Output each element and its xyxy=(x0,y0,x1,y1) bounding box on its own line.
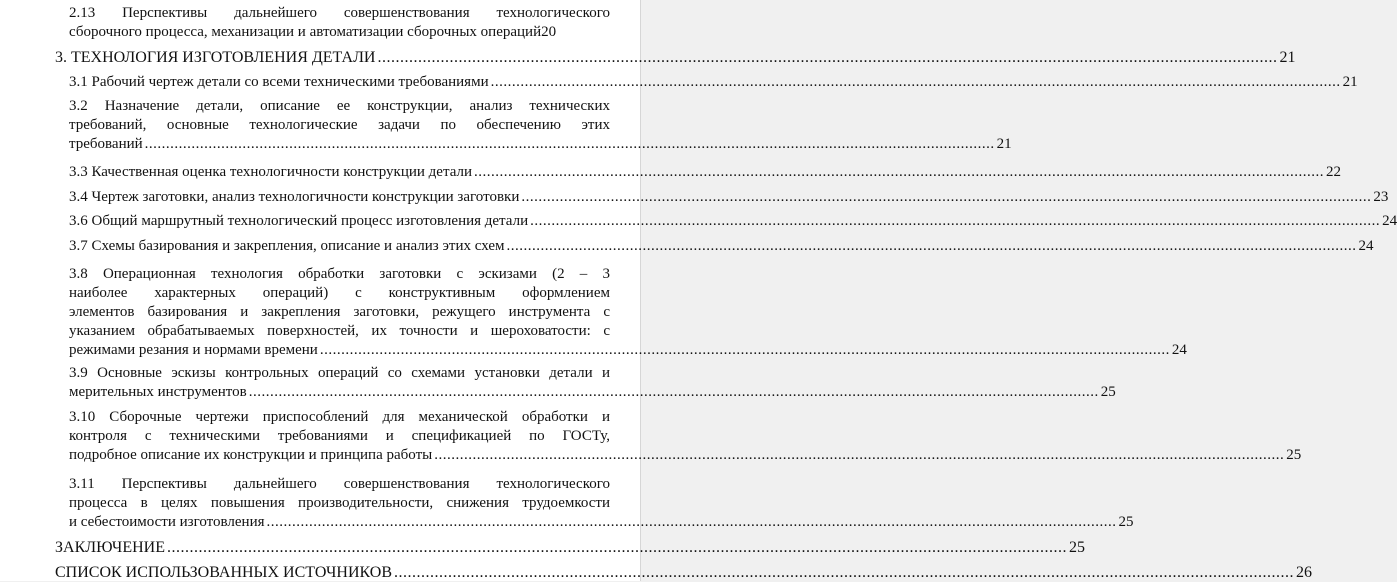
toc-entry-text-line: указанием обрабатываемых поверхностей, их точности и шероховатости: с xyxy=(69,323,610,339)
toc-leader-dots: ........................................................................................................................................................................................................ xyxy=(266,514,1117,530)
toc-entry-3-7 xyxy=(69,237,1374,256)
toc-entry-3-10 xyxy=(69,408,1302,465)
toc-entry-page: 25 xyxy=(1100,384,1116,400)
toc-entry-page: 21 xyxy=(1342,74,1358,90)
toc-entry-page: 20 xyxy=(541,24,557,40)
toc-entry-text-line: 2.13 Перспективы дальнейшего совершенствования технологического xyxy=(69,5,610,21)
toc-entry-3-9 xyxy=(69,364,1116,402)
toc-entry-text-line: 3.10 Сборочные чертежи приспособлений для механической обработки и xyxy=(69,409,610,425)
toc-leader-dots: ........................................................................................................................................................................................................ xyxy=(394,564,1295,581)
toc-entry-title: режимами резания и нормами времени xyxy=(69,342,318,358)
toc-entry-page: 26 xyxy=(1296,564,1313,581)
toc-entry-text-line: наиболее характерных операций) с конструктивным оформлением xyxy=(69,285,610,301)
toc-entry-3-2 xyxy=(69,97,1012,154)
toc-entry-3-1 xyxy=(69,73,1358,92)
toc-entry-title: сборочного процесса, механизации и автоматизации сборочных операций xyxy=(69,24,542,40)
toc-entry-page: 25 xyxy=(1068,539,1085,556)
toc-leader-dots: ........................................................................................................................................................................................................ xyxy=(144,136,995,152)
toc-entry-3-8 xyxy=(69,265,1187,360)
toc-entry-page: 24 xyxy=(1358,238,1374,254)
toc-entry-page: 24 xyxy=(1171,342,1187,358)
toc-entry-title: 3.1 Рабочий чертеж детали со всеми техническими требованиями xyxy=(69,74,489,90)
toc-entry-title: СПИСОК ИСПОЛЬЗОВАННЫХ ИСТОЧНИКОВ xyxy=(55,564,393,581)
toc-entry-text-line: 3.2 Назначение детали, описание ее конструкции, анализ технических xyxy=(69,98,610,114)
toc-entry-title: требований xyxy=(69,136,143,152)
toc-entry-title: 3.6 Общий маршрутный технологический процесс изготовления детали xyxy=(69,213,529,229)
toc-entry-page: 21 xyxy=(1279,49,1296,66)
toc-leader-dots: ........................................................................................................................................................................................................ xyxy=(530,213,1381,229)
toc-entry-page: 22 xyxy=(1326,164,1341,180)
toc-entry-title: 3.7 Схемы базирования и закрепления, описание и анализ этих схем xyxy=(69,238,505,254)
toc-entry-text-line: процесса в целях повышения производительности, снижения трудоемкости xyxy=(69,495,610,511)
toc-entry-page: 24 xyxy=(1382,213,1397,229)
toc-leader-dots: ........................................................................................................................................................................................................ xyxy=(521,189,1372,205)
toc-leader-dots: ........................................................................................................................................................................................................ xyxy=(166,539,1067,556)
toc-entry-text-line: требований, основные технологические задачи по обеспечению этих xyxy=(69,117,610,133)
toc-entry-title: 3. ТЕХНОЛОГИЯ ИЗГОТОВЛЕНИЯ ДЕТАЛИ xyxy=(55,49,376,66)
toc-leader-dots: ........................................................................................................................................................................................................ xyxy=(474,164,1324,180)
toc-entry-text-line: 3.8 Операционная технология обработки заготовки с эскизами (2 – 3 xyxy=(69,266,610,282)
toc-entry-3-4 xyxy=(69,188,1389,207)
toc-entry-title: мерительных инструментов xyxy=(69,384,247,400)
toc-entry-3-3 xyxy=(69,163,1341,182)
toc-entry-sources xyxy=(55,563,1313,582)
toc-entry-chapter-3 xyxy=(55,48,1296,67)
toc-entry-3-6 xyxy=(69,212,1397,231)
toc-leader-dots: ........................................................................................................................................................................................................ xyxy=(434,447,1285,463)
toc-entry-page: 25 xyxy=(1286,447,1302,463)
toc-entry-text-line: 3.9 Основные эскизы контрольных операций со схемами установки детали и xyxy=(69,365,610,381)
toc-entry-title: и себестоимости изготовления xyxy=(69,514,265,530)
toc-entry-text-line: контроля с техническими требованиями и спецификацией по ГОСТу, xyxy=(69,428,610,444)
toc-entry-title: ЗАКЛЮЧЕНИЕ xyxy=(55,539,165,556)
toc-entry-text-line: 3.11 Перспективы дальнейшего совершенствования технологического xyxy=(69,476,610,492)
toc-entry-title: подробное описание их конструкции и принципа работы xyxy=(69,447,433,463)
toc-entry-text-line: элементов базирования и закрепления заготовки, режущего инструмента с xyxy=(69,304,610,320)
toc-leader-dots: ........................................................................................................................................................................................................ xyxy=(490,74,1341,90)
toc-leader-dots: ........................................................................................................................................................................................................ xyxy=(319,342,1170,358)
toc-leader-dots: ........................................................................................................................................................................................................ xyxy=(377,49,1278,66)
toc-entry-conclusion xyxy=(55,538,1085,557)
toc-entry-page: 25 xyxy=(1118,514,1134,530)
toc-entry-page: 21 xyxy=(996,136,1012,152)
toc-entry-3-11 xyxy=(69,475,1134,532)
toc-leader-dots: ........................................................................................................................................................................................................ xyxy=(248,384,1099,400)
toc-entry-2-13 xyxy=(69,4,610,42)
toc-entry-title: 3.4 Чертеж заготовки, анализ технологичности конструкции заготовки xyxy=(69,189,520,205)
toc-leader-dots: ........................................................................................................................................................................................................ xyxy=(506,238,1357,254)
toc-entry-title: 3.3 Качественная оценка технологичности конструкции детали xyxy=(69,164,472,180)
toc-entry-page: 23 xyxy=(1373,189,1389,205)
